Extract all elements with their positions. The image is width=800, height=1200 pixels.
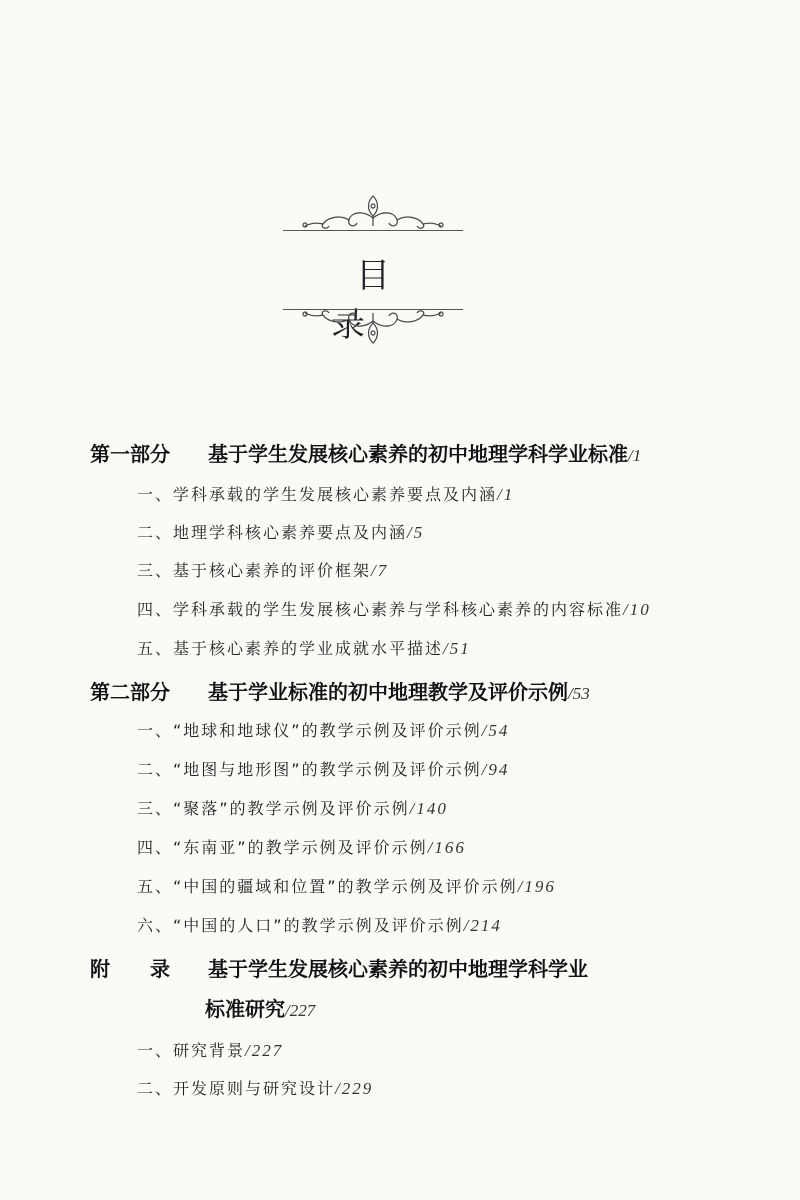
toc-appendix-continuation[interactable] — [205, 993, 315, 1022]
toc-item[interactable] — [137, 1076, 373, 1099]
part-label: 第一部分 — [90, 442, 170, 466]
toc-item[interactable] — [137, 718, 509, 741]
page-number: /5 — [407, 523, 425, 542]
item-title: 三、基于核心素养的评价框架 — [137, 561, 372, 580]
toc-item[interactable] — [137, 796, 448, 819]
item-title: 一、“地球和地球仪”的教学示例及评价示例 — [137, 721, 482, 740]
page-number: /227 — [285, 1001, 316, 1020]
item-title: 四、学科承载的学生发展核心素养与学科核心素养的内容标准 — [137, 600, 624, 619]
toc-item[interactable] — [137, 597, 651, 620]
page-number: /94 — [481, 760, 510, 779]
part-title: 基于学业标准的初中地理教学及评价示例 — [208, 680, 568, 704]
page-number: /7 — [371, 561, 389, 580]
item-title: 三、“聚落”的教学示例及评价示例 — [137, 799, 410, 818]
toc-item[interactable] — [137, 913, 502, 936]
toc-part-1[interactable] — [90, 438, 641, 467]
toc-item[interactable] — [137, 835, 466, 858]
page-number: /10 — [623, 600, 651, 619]
page-number: /214 — [463, 916, 502, 935]
page-number: /54 — [481, 721, 510, 740]
item-title: 六、“中国的人口”的教学示例及评价示例 — [137, 916, 464, 935]
toc-appendix[interactable] — [90, 953, 588, 982]
item-title: 一、研究背景 — [137, 1041, 246, 1060]
page-number: /1 — [497, 485, 515, 504]
part-title: 基于学生发展核心素养的初中地理学科学业 — [208, 957, 588, 981]
part-label: 第二部分 — [90, 680, 170, 704]
page-number: /229 — [335, 1079, 374, 1098]
toc-item[interactable] — [137, 558, 388, 581]
page-number: /51 — [443, 639, 471, 658]
toc-item[interactable] — [137, 482, 514, 505]
toc-item[interactable] — [137, 1038, 283, 1061]
item-title: 五、“中国的疆域和位置”的教学示例及评价示例 — [137, 877, 518, 896]
page-number: /196 — [517, 877, 556, 896]
part-title: 基于学生发展核心素养的初中地理学科学业标准 — [208, 442, 628, 466]
toc-item[interactable] — [137, 636, 471, 659]
item-title: 五、基于核心素养的学业成就水平描述 — [137, 639, 444, 658]
item-title: 二、开发原则与研究设计 — [137, 1079, 336, 1098]
item-title: 一、学科承载的学生发展核心素养要点及内涵 — [137, 485, 498, 504]
part-title-continuation: 标准研究 — [205, 997, 285, 1021]
toc-item[interactable] — [137, 520, 424, 543]
page-number: /227 — [245, 1041, 284, 1060]
toc-item[interactable] — [137, 874, 556, 897]
page-number: /140 — [409, 799, 448, 818]
page-number: /1 — [628, 446, 642, 465]
toc-part-2[interactable] — [90, 676, 590, 705]
item-title: 二、“地图与地形图”的教学示例及评价示例 — [137, 760, 482, 779]
item-title: 二、地理学科核心素养要点及内涵 — [137, 523, 408, 542]
part-label: 附 录 — [90, 957, 170, 981]
toc-item[interactable] — [137, 757, 509, 780]
page-number: /53 — [568, 684, 590, 703]
page-title: 目 录 — [331, 256, 608, 345]
item-title: 四、“东南亚”的教学示例及评价示例 — [137, 838, 428, 857]
page-number: /166 — [427, 838, 466, 857]
